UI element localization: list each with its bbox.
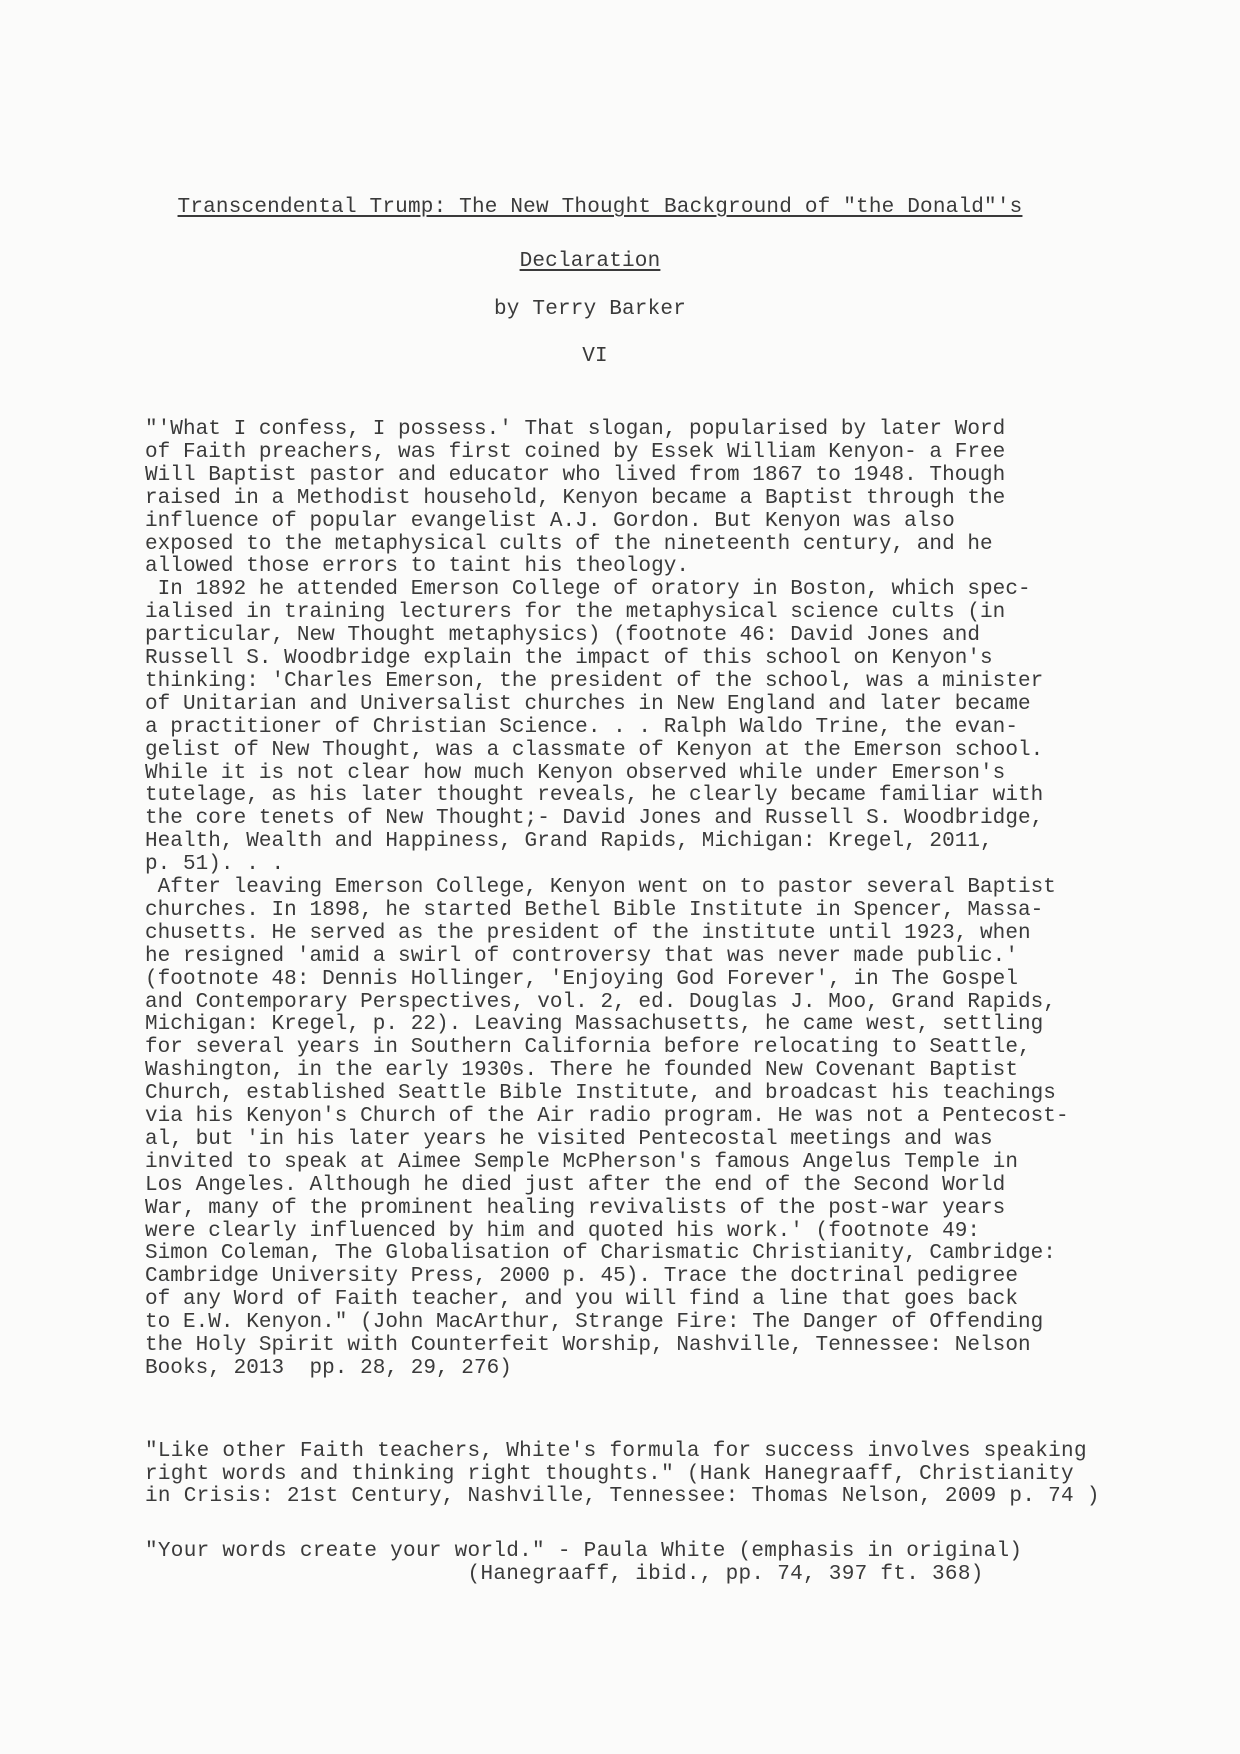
- quote-kenyon-line: chusetts. He served as the president of the institute until 1923, when: [145, 921, 1031, 945]
- quote-kenyon-line: Michigan: Kregel, p. 22). Leaving Massachusetts, he came west, settling: [145, 1013, 1044, 1037]
- quote-kenyon-line: tutelage, as his later thought reveals, he clearly became familiar with: [145, 784, 1044, 808]
- quote-hanegraaff-line: in Crisis: 21st Century, Nashville, Tennessee: Thomas Nelson, 2009 p. 74 ): [145, 1485, 1100, 1508]
- quote-kenyon-line: thinking: 'Charles Emerson, the president of the school, was a minister: [145, 669, 1044, 693]
- quote-paula-white-line: "Your words create your world." - Paula White (emphasis in original): [145, 1540, 1023, 1563]
- quote-kenyon-line: War, many of the prominent healing revivalists of the post-war years: [145, 1196, 1006, 1220]
- quote-kenyon-line: for several years in Southern California before relocating to Seattle,: [145, 1036, 1031, 1060]
- quote-kenyon-line: to E.W. Kenyon." (John MacArthur, Strange Fire: The Danger of Offending: [145, 1311, 1044, 1335]
- quote-kenyon-line: Washington, in the early 1930s. There he founded New Covenant Baptist: [145, 1059, 1018, 1083]
- quote-kenyon-line: While it is not clear how much Kenyon observed while under Emerson's: [145, 761, 1006, 785]
- quote-kenyon-line: influence of popular evangelist A.J. Gordon. But Kenyon was also: [145, 509, 955, 533]
- document-title-line-1: Transcendental Trump: The New Thought Background of "the Donald"'s: [177, 196, 1023, 219]
- document-byline: by Terry Barker: [493, 298, 687, 321]
- quote-kenyon-line: In 1892 he attended Emerson College of oratory in Boston, which spec-: [145, 578, 1031, 602]
- quote-kenyon-line: Russell S. Woodbridge explain the impact of this school on Kenyon's: [145, 647, 993, 670]
- quote-kenyon-line: p. 51). . .: [145, 853, 285, 877]
- quote-kenyon-line: the Holy Spirit with Counterfeit Worship, Nashville, Tennessee: Nelson: [145, 1334, 1031, 1357]
- document-title-line-2: Declaration: [519, 250, 661, 273]
- quote-kenyon-line: Health, Wealth and Happiness, Grand Rapids, Michigan: Kregel, 2011,: [145, 830, 993, 854]
- section-number: VI: [582, 345, 608, 368]
- quote-hanegraaff-line: right words and thinking right thoughts." (Hank Hanegraaff, Christianity: [145, 1462, 1074, 1486]
- quote-kenyon-line: After leaving Emerson College, Kenyon went on to pastor several Baptist: [145, 876, 1056, 899]
- quote-kenyon-line: invited to speak at Aimee Semple McPherson's famous Angelus Temple in: [145, 1150, 1018, 1174]
- quote-kenyon-line: Church, established Seattle Bible Institute, and broadcast his teachings: [145, 1082, 1056, 1106]
- quote-kenyon-line: (footnote 48: Dennis Hollinger, 'Enjoying God Forever', in The Gospel: [145, 967, 1018, 991]
- quote-hanegraaff-line: "Like other Faith teachers, White's formula for success involves speaking: [145, 1440, 1087, 1463]
- quote-kenyon-line: a practitioner of Christian Science. . . Ralph Waldo Trine, the evan-: [145, 715, 1018, 739]
- quote-kenyon-line: particular, New Thought metaphysics) (footnote 46: David Jones and: [145, 624, 981, 648]
- quote-kenyon-line: Simon Coleman, The Globalisation of Charismatic Christianity, Cambridge:: [145, 1242, 1056, 1266]
- quote-kenyon-line: al, but 'in his later years he visited Pentecostal meetings and was: [145, 1127, 993, 1151]
- quote-kenyon-line: he resigned 'amid a swirl of controversy that was never made public.': [145, 944, 1018, 968]
- quote-kenyon-line: "'What I confess, I possess.' That slogan, popularised by later Word: [145, 418, 1006, 441]
- quote-kenyon-line: the core tenets of New Thought;- David Jones and Russell S. Woodbridge,: [145, 807, 1044, 831]
- quote-kenyon-line: of Unitarian and Universalist churches in New England and later became: [145, 692, 1031, 716]
- quote-kenyon-line: were clearly influenced by him and quoted his work.' (footnote 49:: [145, 1219, 981, 1243]
- quote-kenyon-line: allowed those errors to taint his theology.: [145, 555, 690, 579]
- quote-kenyon-line: of any Word of Faith teacher, and you will find a line that goes back: [145, 1288, 1018, 1312]
- quote-kenyon-line: churches. In 1898, he started Bethel Bible Institute in Spencer, Massa-: [145, 898, 1044, 922]
- quote-kenyon-line: ialised in training lecturers for the metaphysical science cults (in: [145, 601, 1006, 625]
- quote-kenyon-line: Will Baptist pastor and educator who lived from 1867 to 1948. Though: [145, 463, 1006, 487]
- quote-kenyon-line: via his Kenyon's Church of the Air radio program. He was not a Pentecost-: [145, 1105, 1069, 1128]
- quote-kenyon-line: Los Angeles. Although he died just after the end of the Second World: [145, 1173, 1006, 1197]
- quote-kenyon-line: raised in a Methodist household, Kenyon became a Baptist through the: [145, 486, 1006, 510]
- quote-kenyon-line: gelist of New Thought, was a classmate of Kenyon at the Emerson school.: [145, 738, 1044, 762]
- quote-kenyon-line: Cambridge University Press, 2000 p. 45). Trace the doctrinal pedigree: [145, 1265, 1018, 1289]
- quote-kenyon-line: exposed to the metaphysical cults of the nineteenth century, and he: [145, 532, 993, 556]
- quote-paula-white-line: (Hanegraaff, ibid., pp. 74, 397 ft. 368): [145, 1562, 984, 1586]
- quote-kenyon-line: and Contemporary Perspectives, vol. 2, ed. Douglas J. Moo, Grand Rapids,: [145, 990, 1056, 1014]
- quote-kenyon-line: of Faith preachers, was first coined by Essek William Kenyon- a Free: [145, 440, 1006, 464]
- quote-kenyon-line: Books, 2013 pp. 28, 29, 276): [145, 1356, 512, 1380]
